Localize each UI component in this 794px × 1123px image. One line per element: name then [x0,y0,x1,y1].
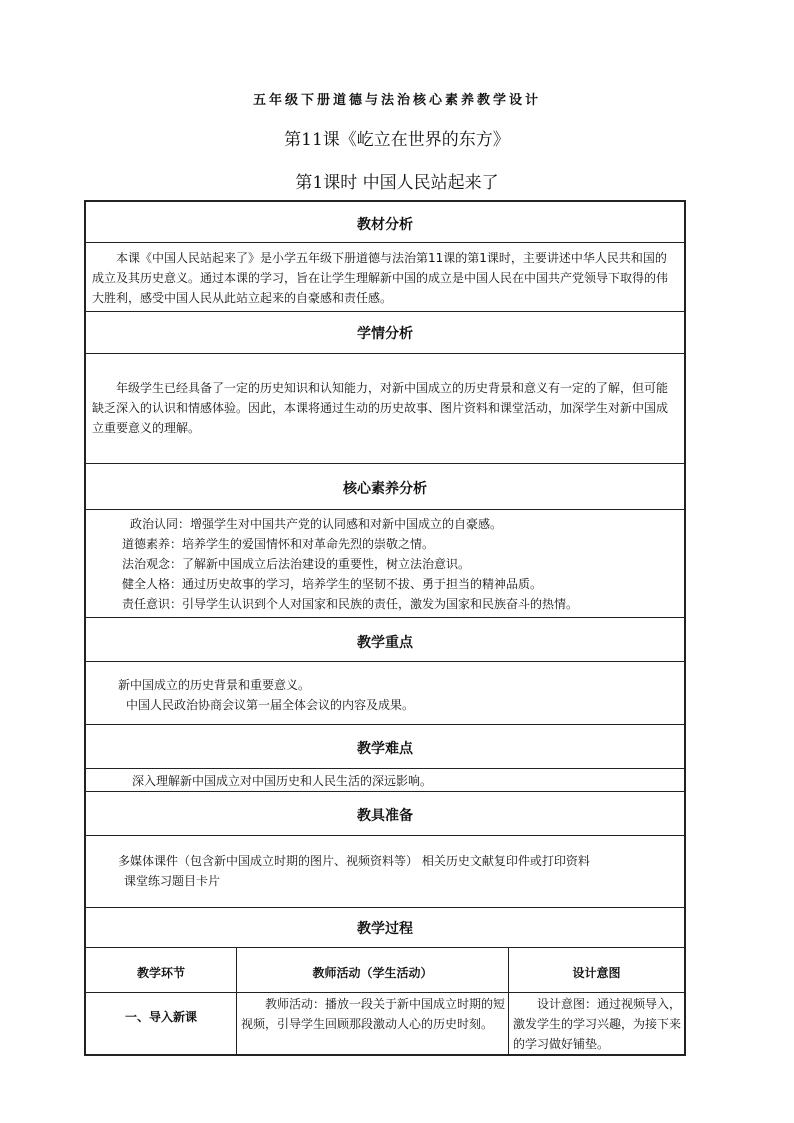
difficulties-list [86,771,684,791]
section-heading-students: 学情分析 [357,326,413,342]
key-points-list [86,675,684,715]
section-heading-key-points: 教学重点 [357,635,413,651]
key-point-item: 新中国成立的历史背景和重要意义。 [118,678,311,692]
textbook-analysis-text: 本课《中国人民站起来了》是小学五年级下册道德与法治第11课的第1课时，主要讲述中华人民共和国的成立及其历史意义。通过本课的学习，旨在让学生理解新中国的成立是中国人民在中国共产党领导下取得的伟大胜利，感受中国人民从此站立起来的自豪感和责任感。 [92,251,669,305]
divider [86,947,684,948]
divider [86,509,684,510]
lesson-plan-table [84,200,686,1056]
divider [86,768,684,769]
section-heading-literacy: 核心素养分析 [343,481,427,497]
divider [86,907,684,908]
literacy-item: 健全人格：通过历史故事的学习，培养学生的坚韧不拔、勇于担当的精神品质。 [122,577,543,591]
divider [86,242,684,243]
divider [86,617,684,618]
divider [86,724,684,725]
column-header-teacher-activity: 教师活动（学生活动） [312,966,433,980]
divider [86,835,684,836]
literacy-item: 道德素养：培养学生的爱国情怀和对革命先烈的崇敬之情。 [122,537,435,551]
lesson-title: 第11课《屹立在世界的东方》 [284,130,510,150]
literacy-item: 政治认同：增强学生对中国共产党的认同感和对新中国成立的自豪感。 [130,517,503,531]
literacy-list [86,514,684,614]
key-point-item: 中国人民政治协商会议第一届全体会议的内容及成果。 [126,698,415,712]
process-teacher-activity-cell: 教师活动：播放一段关于新中国成立时期的短视频，引导学生回顾那段激动人心的历史时刻。 [241,997,506,1031]
materials-list [86,851,684,891]
literacy-item: 责任意识：引导学生认识到个人对国家和民族的责任，激发为国家和民族奋斗的热情。 [122,597,579,611]
material-item: 多媒体课件（包含新中国成立时期的图片、视频资料等） 相关历史文献复印件或打印资料 [118,854,590,868]
divider [86,311,684,312]
divider [86,992,684,993]
section-heading-textbook: 教材分析 [357,217,413,233]
column-header-stage: 教学环节 [136,966,185,980]
section-heading-process: 教学过程 [357,921,413,937]
period-title: 第1课时 中国人民站起来了 [295,173,499,193]
difficulty-item: 深入理解新中国成立对中国历史和人民生活的深远影响。 [132,774,433,788]
student-analysis-text: 年级学生已经具备了一定的历史知识和认知能力，对新中国成立的历史背景和意义有一定的了解，但可能缺乏深入的认识和情感体验。因此，本课将通过生动的历史故事、图片资料和课堂活动，加深学生对新中国成立重要意义的理解。 [92,381,669,435]
column-header-design-intent: 设计意图 [572,966,621,980]
material-item: 课堂练习题目卡片 [124,874,221,888]
process-stage-cell: 一、导入新课 [124,1010,197,1024]
section-heading-difficulties: 教学难点 [357,741,413,757]
section-heading-materials: 教具准备 [357,808,413,824]
divider [86,661,684,662]
document-title: 五年级下册道德与法治核心素养教学设计 [252,93,541,108]
process-design-intent-cell: 设计意图：通过视频导入，激发学生的学习兴趣，为接下来的学习做好铺垫。 [513,997,682,1051]
divider [86,353,684,354]
divider [86,463,684,464]
literacy-item: 法治观念：了解新中国成立后法治建设的重要性，树立法治意识。 [122,557,471,571]
divider [86,791,684,792]
